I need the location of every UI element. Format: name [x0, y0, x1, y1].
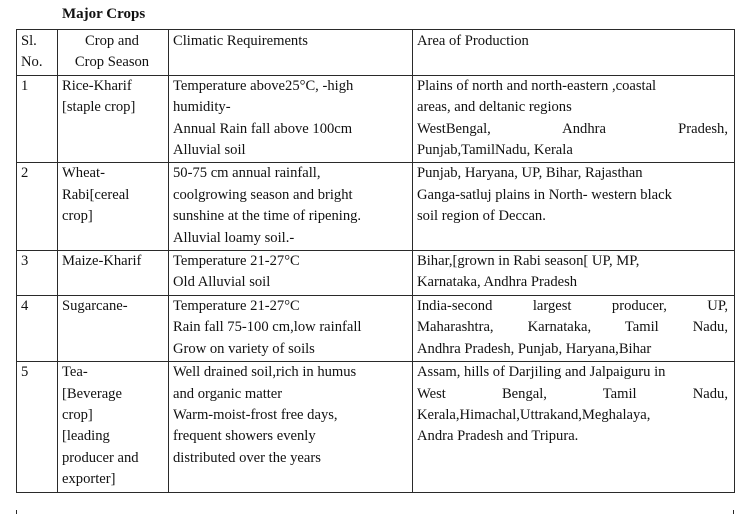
table-row [17, 295, 735, 361]
cell-sl-no: 4 [17, 295, 58, 361]
header-row [17, 30, 735, 76]
cell-area: Bihar,[grown in Rabi season[ UP, MP, Karnataka, Andhra Pradesh [413, 251, 735, 296]
header-area-of-production: Area of Production [413, 30, 735, 76]
cell-climate: Temperature 21-27°C Rain fall 75-100 cm,low rainfall Grow on variety of soils [169, 295, 413, 361]
cell-area: Plains of north and north-eastern ,coastal areas, and deltanic regions WestBengal, Andhra Pradesh, Punjab,TamilNadu, Kerala [413, 75, 735, 163]
major-crops-table [16, 29, 735, 493]
cell-sl-no: 1 [17, 75, 58, 163]
cell-climate: Temperature 21-27°C Old Alluvial soil [169, 251, 413, 296]
header-sl-no: Sl. No. [17, 30, 58, 76]
header-climatic-requirements: Climatic Requirements [169, 30, 413, 76]
table-continuation [16, 510, 734, 514]
cell-crop: Tea- [Beverage crop] [leading producer and exporter] [58, 362, 169, 492]
cell-climate: Well drained soil,rich in humus and organic matter Warm-moist-frost free days, frequent showers evenly distributed over the years [169, 362, 413, 492]
table-row [17, 163, 735, 251]
cell-area: Assam, hills of Darjiling and Jalpaiguru in West Bengal, Tamil Nadu, Kerala,Himachal,Uttrakand,Meghalaya, Andra Pradesh and Tripura. [413, 362, 735, 492]
table-row [17, 75, 735, 163]
cell-climate: 50-75 cm annual rainfall, coolgrowing season and bright sunshine at the time of ripening. Alluvial loamy soil.- [169, 163, 413, 251]
cell-crop: Rice-Kharif [staple crop] [58, 75, 169, 163]
cell-sl-no: 5 [17, 362, 58, 492]
cell-crop: Wheat- Rabi[cereal crop] [58, 163, 169, 251]
cell-crop: Maize-Kharif [58, 251, 169, 296]
cell-area: India-second largest producer, UP, Maharashtra, Karnataka, Tamil Nadu, Andhra Pradesh, Punjab, Haryana,Bihar [413, 295, 735, 361]
cell-area: Punjab, Haryana, UP, Bihar, Rajasthan Ganga-satluj plains in North- western black soil region of Deccan. [413, 163, 735, 251]
header-crop-season: Crop and Crop Season [58, 30, 169, 76]
cell-climate: Temperature above25°C, -high humidity- Annual Rain fall above 100cm Alluvial soil [169, 75, 413, 163]
cell-crop: Sugarcane- [58, 295, 169, 361]
table-title: Major Crops [62, 6, 146, 22]
cell-sl-no: 2 [17, 163, 58, 251]
table-row [17, 251, 735, 296]
table-row [17, 362, 735, 492]
cell-sl-no: 3 [17, 251, 58, 296]
